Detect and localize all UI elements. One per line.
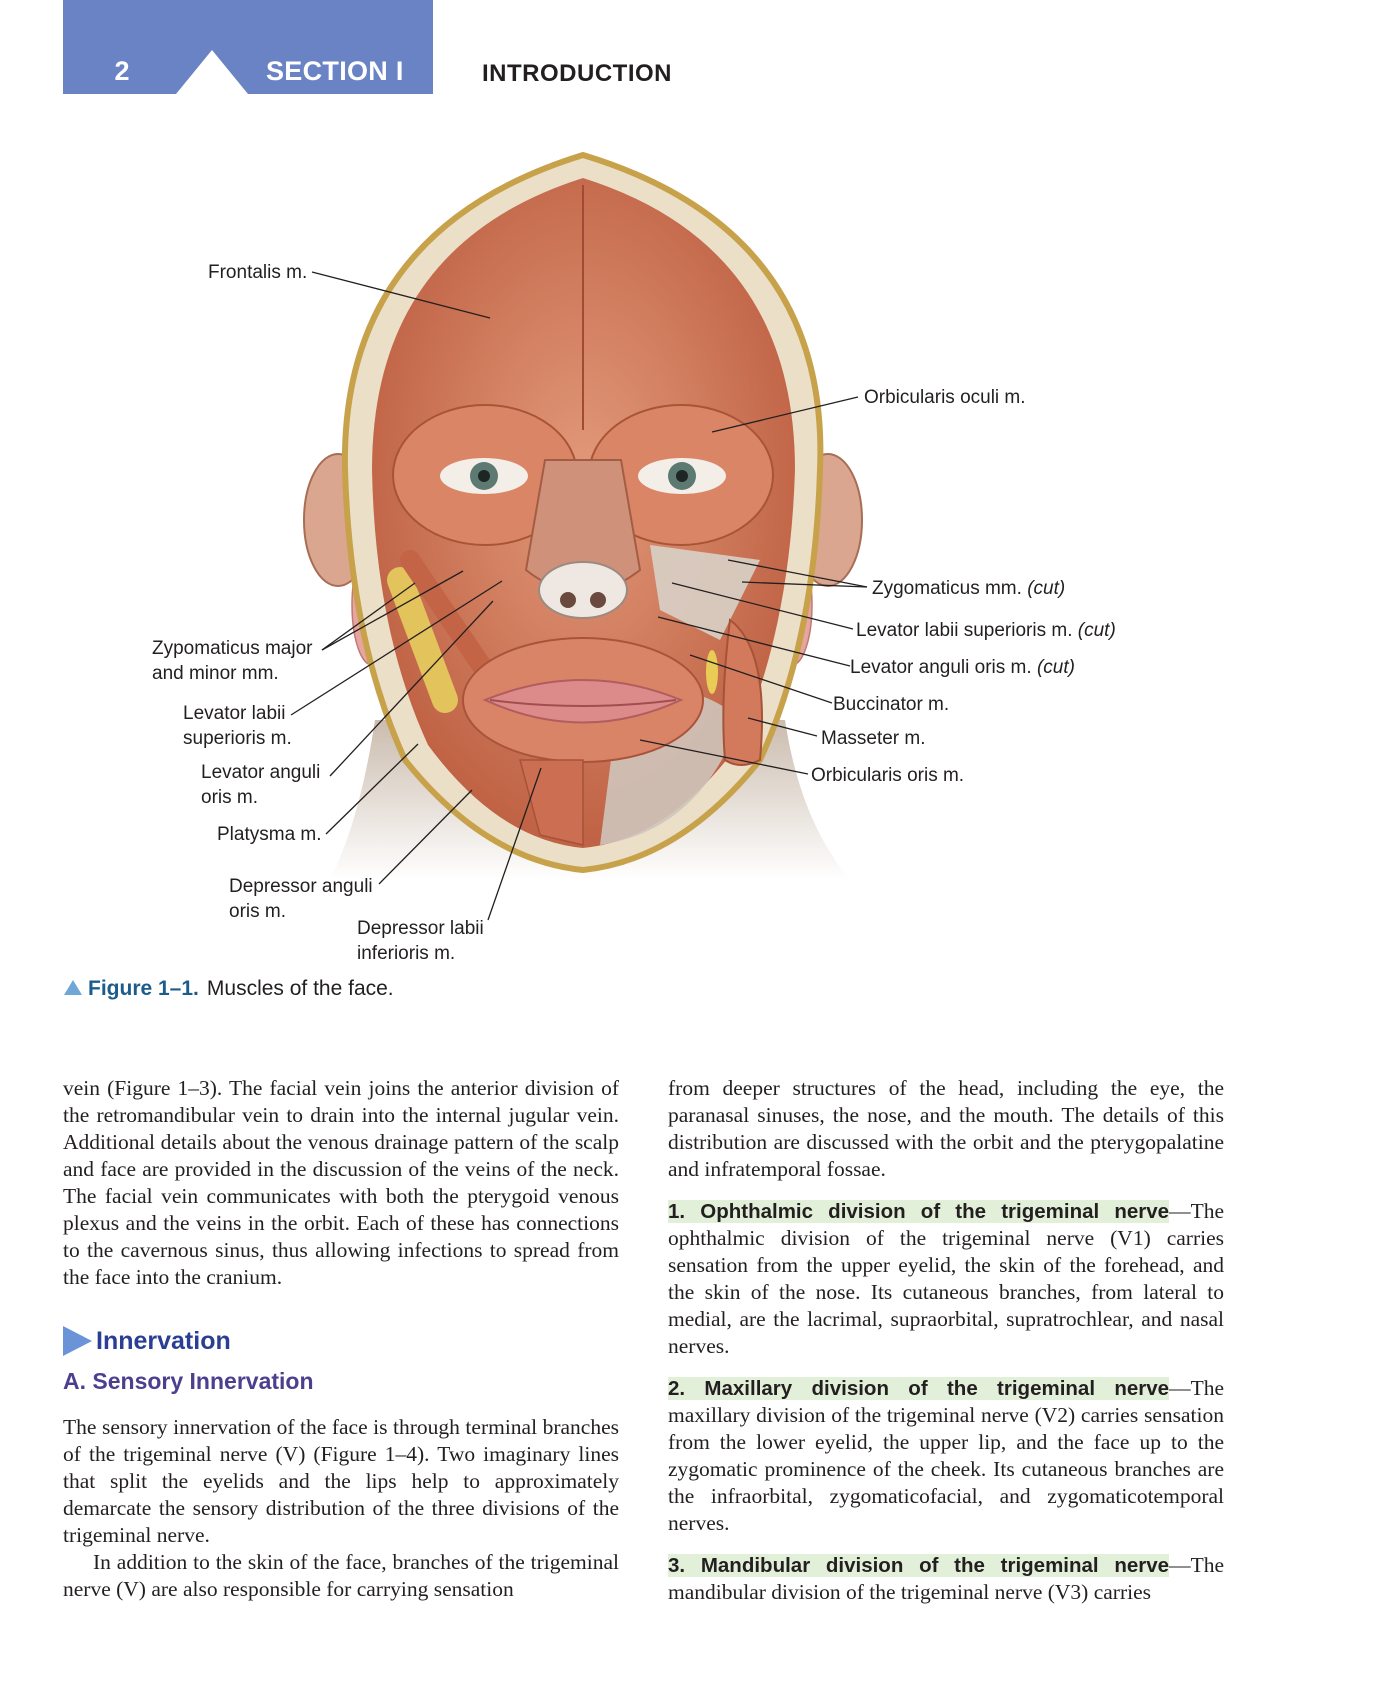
label-levator-anguli-cut: Levator anguli oris m. (cut)	[850, 657, 1075, 678]
paragraph-sensory-innervation: The sensory innervation of the face is through terminal branches of the trigeminal nerve (V) (Figure 1–4). Two imaginary lines that split the eyelids and the lips help to approximately demarcate the sensory distribution of the three divisions of the trigeminal nerve.	[63, 1415, 619, 1547]
header-triangle-icon	[176, 50, 248, 94]
label-zygomaticus-major: Zypomaticus major and minor mm.	[152, 638, 313, 684]
ophthalmic-title: 1. Ophthalmic division of the trigeminal nerve	[668, 1200, 1170, 1223]
label-masseter: Masseter m.	[821, 728, 926, 749]
left-column-top	[63, 1075, 619, 1291]
figure-muscles-of-face	[0, 130, 1374, 1030]
label-levator-labii: Levator labii superioris m.	[183, 703, 292, 749]
label-levator-anguli: Levator anguli oris m.	[201, 762, 321, 808]
label-frontalis: Frontalis m.	[208, 262, 308, 283]
heading-innervation: Innervation	[63, 1326, 231, 1356]
paragraph-ophthalmic: 1. Ophthalmic division of the trigeminal nerve—The ophthalmic division of the trigeminal nerve (V1) carries sensation from the upper eyelid, the skin of the forehead, and the skin of the nose. Its cutaneous branches, from lateral to medial, are the lacrimal, supraorbital, supratrochlear, and nasal nerves.	[668, 1199, 1224, 1358]
page-number: 2	[114, 56, 130, 86]
figure-caption: Figure 1–1. Muscles of the face.	[64, 977, 394, 1001]
nasal-cartilage	[539, 562, 627, 618]
paragraph-deeper-structures: from deeper structures of the head, including the eye, the paranasal sinuses, the nose, and the mouth. The details of this distribution are discussed with the orbit and the pterygopalatine and infratemporal fossae.	[668, 1076, 1224, 1181]
paragraph-facial-vein: vein (Figure 1–3). The facial vein joins the anterior division of the retromandibular vein to drain into the internal jugular vein. Additional details about the venous drainage pattern of the scalp and face are provided in the discussion of the veins of the neck. The facial vein communicates with both the pterygoid venous plexus and the veins in the orbit. Each of these has connections to the cavernous sinus, thus allowing infections to spread from the face into the cranium.	[63, 1076, 619, 1289]
heading-triangle-icon	[63, 1326, 92, 1356]
label-depressor-anguli: Depressor anguli oris m.	[229, 876, 373, 922]
label-depressor-labii: Depressor labii inferioris m.	[357, 918, 484, 964]
label-orbicularis-oris: Orbicularis oris m.	[811, 765, 965, 786]
left-column-bottom	[63, 1414, 619, 1603]
paragraph-mandibular: 3. Mandibular division of the trigeminal nerve—The mandibular division of the trigeminal nerve (V3) carries	[668, 1553, 1224, 1604]
label-platysma: Platysma m.	[217, 824, 322, 845]
caption-triangle-icon	[64, 980, 82, 995]
maxillary-title: 2. Maxillary division of the trigeminal nerve	[668, 1377, 1170, 1400]
section-label: SECTION I	[266, 56, 404, 86]
right-column	[668, 1075, 1224, 1606]
paragraph-trigeminal-deeper: In addition to the skin of the face, branches of the trigeminal nerve (V) are also responsible for carrying sensation	[63, 1550, 619, 1601]
label-levator-labii-cut: Levator labii superioris m. (cut)	[856, 620, 1116, 641]
chapter-title: INTRODUCTION	[482, 60, 672, 87]
label-buccinator: Buccinator m.	[833, 694, 950, 715]
face-illustration	[0, 130, 1374, 1010]
label-zygomaticus-cut: Zygomaticus mm. (cut)	[872, 578, 1066, 599]
paragraph-maxillary: 2. Maxillary division of the trigeminal nerve—The maxillary division of the trigeminal nerve (V2) carries sensation from the lower eyelid, the upper lip, and the face up to the zygomatic prominence of the cheek. Its cutaneous branches are the infraorbital, zygomaticofacial, and zygomaticotemporal nerves.	[668, 1376, 1224, 1535]
label-orbicularis-oculi: Orbicularis oculi m.	[864, 387, 1026, 408]
subheading-sensory-innervation: A. Sensory Innervation	[63, 1368, 314, 1394]
mandibular-title: 3. Mandibular division of the trigeminal nerve	[668, 1554, 1170, 1577]
